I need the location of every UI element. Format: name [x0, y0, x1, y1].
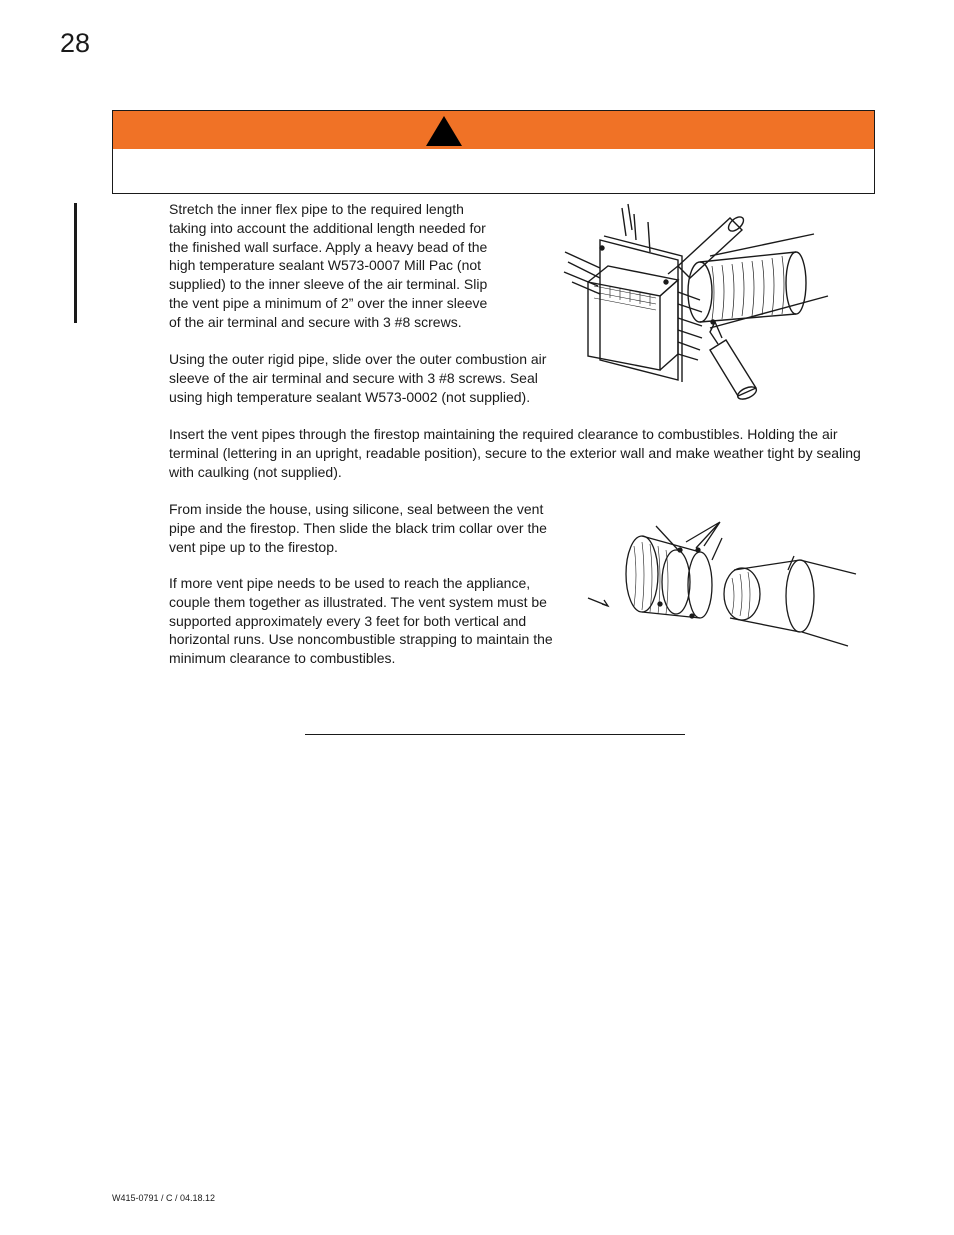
section-divider — [305, 734, 685, 735]
instruction-couple-vent-pipes: If more vent pipe needs to be used to reach the appliance, couple them together as illustrated. The vent system must be supported approximately every 3 feet for both vertical and horizontal runs. Use noncombustible strapping to maintain the minimum clearance to combustibles. — [169, 575, 553, 667]
warning-header-bar — [113, 111, 874, 149]
page-number: 28 — [60, 28, 91, 58]
warning-triangle-icon — [425, 115, 463, 147]
revision-change-bar — [74, 203, 77, 323]
air-terminal-illustration — [560, 200, 880, 420]
instruction-seal-firestop: From inside the house, using silicone, seal between the vent pipe and the firestop. Then slide the black trim collar over the vent pipe up to the firestop. — [169, 501, 547, 555]
instruction-insert-vent-pipes: Insert the vent pipes through the firestop maintaining the required clearance to combustibles. Holding the air terminal (lettering in an upright, readable position), secure to the exterior wall and make weather tight by sealing with caulking (not supplied). — [169, 426, 861, 480]
document-footer: W415-0791 / C / 04.18.12 — [112, 1193, 216, 1203]
warning-box — [112, 110, 875, 194]
instruction-outer-rigid-pipe: Using the outer rigid pipe, slide over the outer combustion air sleeve of the air terminal and secure with 3 #8 screws. Seal using high temperature sealant W573-0002 (not supplied). — [169, 351, 547, 405]
instruction-stretch-flex-pipe: Stretch the inner flex pipe to the required length taking into account the additional length needed for the finished wall surface. Apply a heavy bead of the high temperature sealant W573-0007 Mill Pac (not supplied) to the inner sleeve of the air terminal. Slip the vent pipe a minimum of 2” over the inner sleeve of the air terminal and secure with 3 #8 screws. — [169, 201, 488, 330]
pipe-coupling-illustration — [580, 512, 860, 652]
